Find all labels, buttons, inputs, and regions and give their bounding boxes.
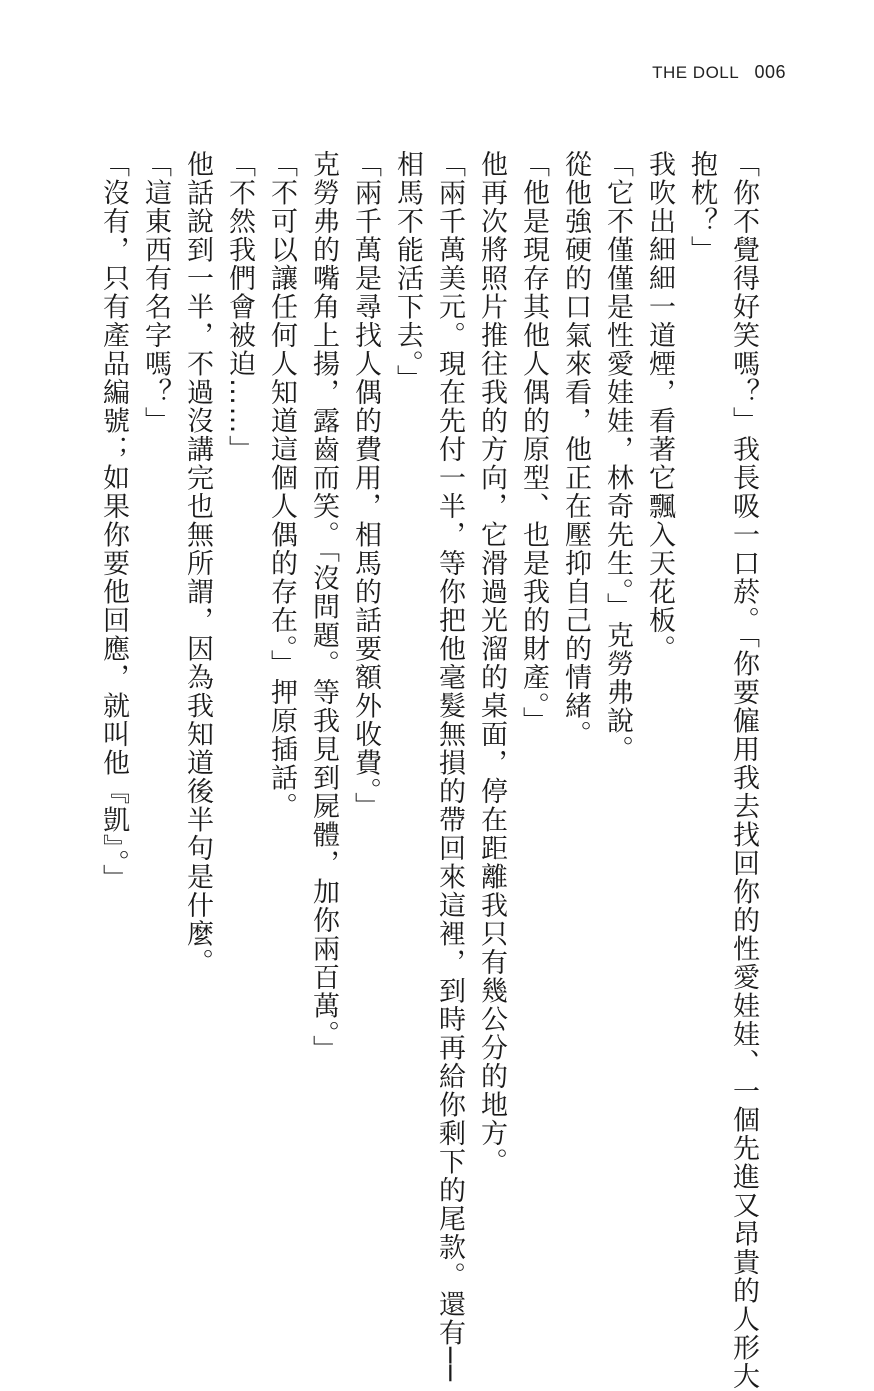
text-line: 「這東西有名字嗎？」 [140,150,171,435]
text-line: 「不然我們會被迫……」 [224,150,255,464]
text-line: 他再次將照片推往我的方向，它滑過光溜的桌面，停在距離我只有幾公分的地方。 [476,150,507,1176]
text-line: 從他強硬的口氣來看，他正在壓抑自己的情緒。 [560,150,591,749]
body-text [92,150,764,1391]
text-line: 我吹出細細一道煙，看著它飄入天花板。 [644,150,675,663]
text-line: 「兩千萬美元。現在先付一半，等你把他毫髮無損的帶回來這裡，到時再給你剩下的尾款。還有── [434,150,465,1383]
book-title: THE DOLL [652,63,740,82]
text-line: 他話說到一半，不過沒講完也無所謂，因為我知道後半句是什麼。 [182,150,213,977]
text-line: 「沒有，只有產品編號；如果你要他回應，就叫他『凱』。」 [98,150,129,893]
page-number: 006 [754,62,786,82]
text-line: 抱枕？」 [686,150,717,264]
running-header [652,62,786,83]
text-line: 「他是現存其他人偶的原型、也是我的財產。」 [518,150,549,735]
text-line: 「不可以讓任何人知道這個人偶的存在。」押原插話。 [266,150,297,821]
text-line: 「兩千萬是尋找人偶的費用，相馬的話要額外收費。」 [350,150,381,821]
text-line: 「你不覺得好笑嗎？」我長吸一口菸。「你要僱用我去找回你的性愛娃娃、一個先進又昂貴的人形大 [728,150,759,1391]
text-line: 「它不僅僅是性愛娃娃，林奇先生。」克勞弗說。 [602,150,633,764]
text-line: 克勞弗的嘴角上揚，露齒而笑。「沒問題。等我見到屍體，加你兩百萬。」 [308,150,339,1064]
text-line: 相馬不能活下去。」 [392,150,423,393]
